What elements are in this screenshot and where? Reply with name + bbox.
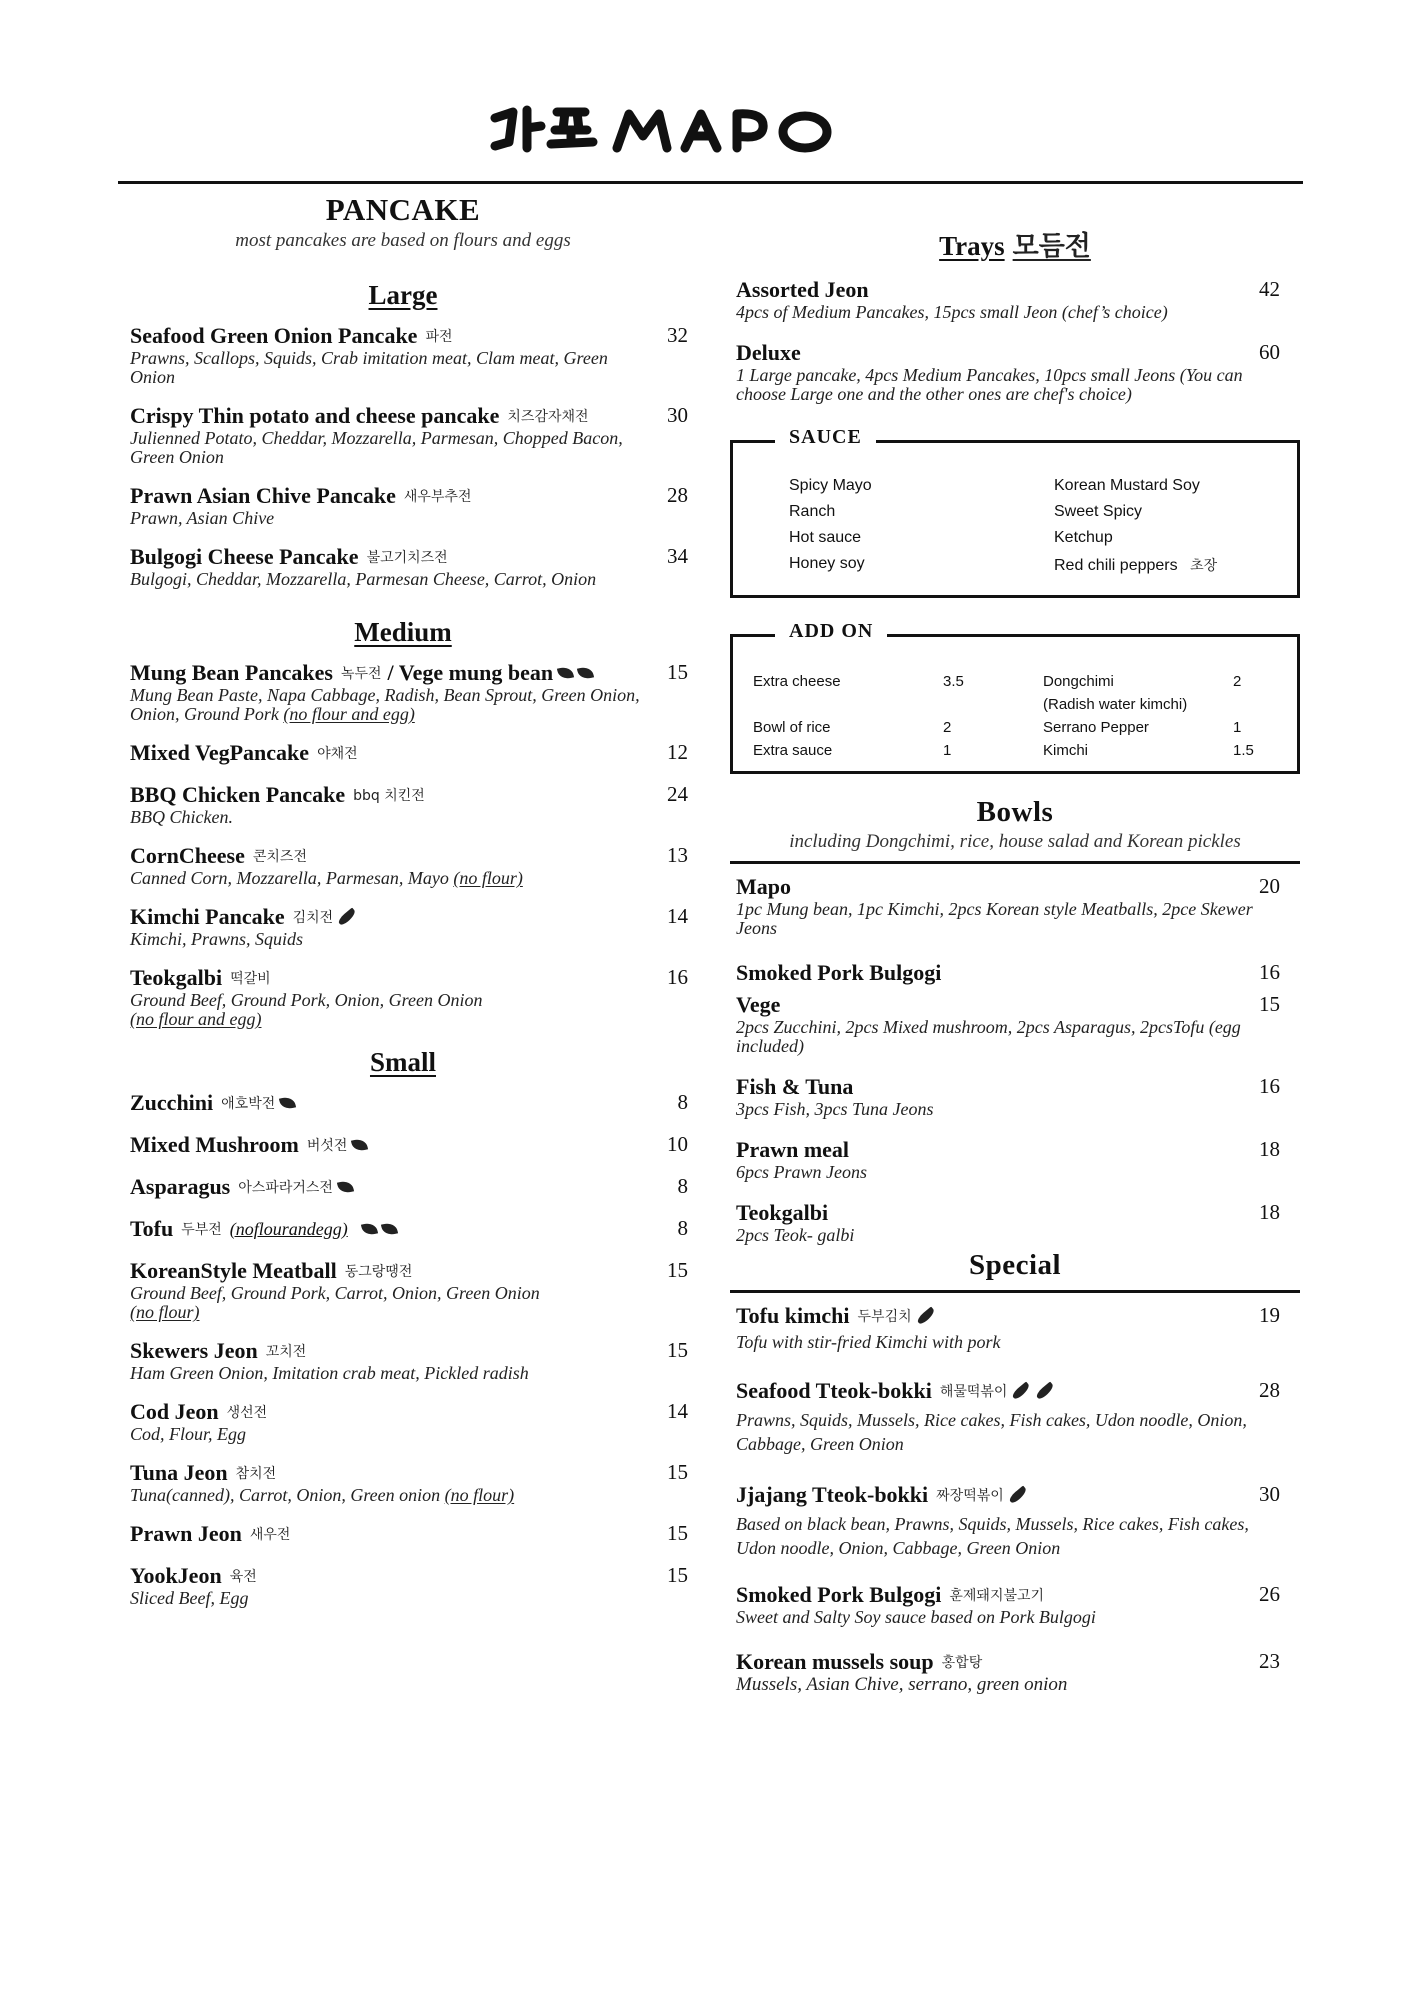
item-price: 20 xyxy=(1259,874,1280,898)
item-price: 60 xyxy=(1259,340,1280,364)
trays-heading: Trays 모듬전 xyxy=(939,231,1091,262)
item-price: 28 xyxy=(1259,1378,1280,1402)
item-price: 14 xyxy=(667,904,688,928)
vegan-leaf-icon xyxy=(361,1222,378,1237)
restaurant-logo xyxy=(0,96,1414,171)
menu-item: Zucchini 애호박전 8 xyxy=(130,1090,688,1115)
item-price: 15 xyxy=(667,660,688,684)
menu-item: Kimchi Pancake 김치전 14 Kimchi, Prawns, Squids xyxy=(130,904,688,949)
special-divider xyxy=(730,1290,1300,1293)
item-price: 30 xyxy=(1259,1482,1280,1506)
vegan-leaf-icon xyxy=(279,1096,296,1111)
spicy-chili-icon xyxy=(1011,1382,1031,1401)
menu-item: Bulgogi Cheese Pancake 불고기치즈전 34 Bulgogi, Cheddar, Mozzarella, Parmesan Cheese, Carrot, Onion xyxy=(130,544,688,589)
sauce-box xyxy=(730,426,1300,598)
item-price: 8 xyxy=(677,1216,688,1240)
item-price: 34 xyxy=(667,544,688,568)
item-price: 26 xyxy=(1259,1582,1280,1606)
sauce-item: Ranch xyxy=(789,503,836,520)
menu-item: Skewers Jeon 꼬치전 15 Ham Green Onion, Imitation crab meat, Pickled radish xyxy=(130,1338,688,1383)
sauce-list xyxy=(789,477,1277,575)
sauce-item: Spicy Mayo xyxy=(789,477,872,494)
sauce-title: SAUCE xyxy=(775,426,876,449)
vegan-leaf-icon xyxy=(337,1180,354,1195)
vegan-leaf-icon xyxy=(577,666,594,681)
item-price: 10 xyxy=(667,1132,688,1156)
menu-item: Tofu 두부전 (noflourandegg) 8 xyxy=(130,1216,688,1241)
vegan-leaf-icon xyxy=(351,1138,368,1153)
item-price: 15 xyxy=(667,1563,688,1587)
item-price: 30 xyxy=(667,403,688,427)
pancake-column xyxy=(118,188,688,1624)
menu-item: BBQ Chicken Pancake bbq 치킨전 24 BBQ Chicken. xyxy=(130,782,688,827)
menu-item: Smoked Pork Bulgogi 16 xyxy=(736,960,1280,985)
menu-item: Smoked Pork Bulgogi 훈제돼지불고기 26 Sweet and Salty Soy sauce based on Pork Bulgogi xyxy=(736,1582,1280,1627)
item-price: 8 xyxy=(677,1174,688,1198)
large-heading: Large xyxy=(368,280,438,310)
menu-item: Assorted Jeon 42 4pcs of Medium Pancakes, 15pcs small Jeon (chef’s choice) xyxy=(736,277,1280,322)
addon-box xyxy=(730,620,1300,774)
item-price: 14 xyxy=(667,1399,688,1423)
menu-item: Tuna Jeon 참치전 15 Tuna(canned), Carrot, Onion, Green onion (no flour) xyxy=(130,1460,688,1505)
bowls-title: Bowls xyxy=(976,796,1054,828)
pancake-title: PANCAKE xyxy=(325,192,481,227)
menu-item: Prawn Asian Chive Pancake 새우부추전 28 Prawn, Asian Chive xyxy=(130,483,688,528)
spicy-chili-icon xyxy=(337,908,357,927)
menu-item: Deluxe 60 1 Large pancake, 4pcs Medium Pancakes, 10pcs small Jeons (You can choose Large one and the other ones are chef's choice) xyxy=(736,340,1280,404)
menu-item: Fish & Tuna 16 3pcs Fish, 3pcs Tuna Jeons xyxy=(736,1074,1280,1119)
item-price: 42 xyxy=(1259,277,1280,301)
spicy-chili-icon xyxy=(1008,1486,1028,1505)
menu-item: Teokgalbi 18 2pcs Teok- galbi xyxy=(736,1200,1280,1245)
item-price: 15 xyxy=(667,1258,688,1282)
vegan-leaf-icon xyxy=(381,1222,398,1237)
item-price: 15 xyxy=(667,1338,688,1362)
menu-item: KoreanStyle Meatball 동그랑땡전 15 Ground Beef, Ground Pork, Carrot, Onion, Green Onion (no flour) xyxy=(130,1258,688,1322)
right-column xyxy=(730,188,1300,1712)
item-price: 19 xyxy=(1259,1303,1280,1327)
menu-item: Vege 15 2pcs Zucchini, 2pcs Mixed mushroom, 2pcs Asparagus, 2pcsTofu (egg included) xyxy=(736,992,1280,1056)
item-price: 16 xyxy=(1259,1074,1280,1098)
addon-list: Extra cheese 3.5 Dongchimi 2 (Radish water kimchi) Bowl of rice 2 Serrano Pepper 1 Extra sauce 1 Kimchi 1.5 xyxy=(753,673,1254,759)
item-price: 18 xyxy=(1259,1200,1280,1224)
menu-item: Prawn Jeon 새우전 15 xyxy=(130,1521,688,1546)
item-price: 8 xyxy=(677,1090,688,1114)
menu-item: Mapo 20 1pc Mung bean, 1pc Kimchi, 2pcs Korean style Meatballs, 2pce Skewer Jeons xyxy=(736,874,1280,938)
spicy-chili-icon xyxy=(915,1307,935,1326)
item-price: 32 xyxy=(667,323,688,347)
item-price: 28 xyxy=(667,483,688,507)
item-price: 16 xyxy=(1259,960,1280,984)
menu-item: Jjajang Tteok-bokki 짜장떡볶이 30 Based on black bean, Prawns, Squids, Mussels, Rice cakes, Fish cakes, Udon noodle, Onion, Cabbage, Green Onion xyxy=(736,1482,1280,1558)
item-price: 23 xyxy=(1259,1649,1280,1673)
small-heading: Small xyxy=(369,1047,436,1077)
menu-item: Mung Bean Pancakes 녹두전 / Vege mung bean 15 Mung Bean Paste, Napa Cabbage, Radish, Bean Sprout, Green Onion, Onion, Ground Pork (no flour and egg) xyxy=(130,660,688,724)
menu-item: Seafood Green Onion Pancake 파전 32 Prawns, Scallops, Squids, Crab imitation meat, Clam meat, Green Onion xyxy=(130,323,688,387)
menu-item: Teokgalbi 떡갈비 16 Ground Beef, Ground Pork, Onion, Green Onion (no flour and egg) xyxy=(130,965,688,1029)
item-price: 12 xyxy=(667,740,688,764)
sauce-item: Ketchup xyxy=(1054,529,1113,546)
vegan-leaf-icon xyxy=(557,666,574,681)
item-price: 13 xyxy=(667,843,688,867)
item-price: 15 xyxy=(667,1521,688,1545)
medium-heading: Medium xyxy=(354,617,452,647)
sauce-item: Red chili peppers 초장 xyxy=(1054,557,1218,574)
item-price: 24 xyxy=(667,782,688,806)
item-price: 18 xyxy=(1259,1137,1280,1161)
sauce-item: Honey soy xyxy=(789,555,865,572)
menu-item: Prawn meal 18 6pcs Prawn Jeons xyxy=(736,1137,1280,1182)
bowls-divider xyxy=(730,861,1300,864)
pancake-subtitle: most pancakes are based on flours and eggs xyxy=(235,230,571,251)
menu-item: Asparagus 아스파라거스전 8 xyxy=(130,1174,688,1199)
sauce-item: Hot sauce xyxy=(789,529,862,546)
bowls-subtitle: including Dongchimi, rice, house salad and Korean pickles xyxy=(789,831,1241,852)
menu-item: Korean mussels soup 홍합탕 23 Mussels, Asian Chive, serrano, green onion xyxy=(736,1649,1280,1695)
item-price: 15 xyxy=(667,1460,688,1484)
spicy-chili-icon xyxy=(1035,1382,1055,1401)
menu-item: Seafood Tteok-bokki 해물떡볶이 28 Prawns, Squids, Mussels, Rice cakes, Fish cakes, Udon noodle, Onion, Cabbage, Green Onion xyxy=(736,1378,1280,1454)
menu-item: Mixed VegPancake 야채전 12 xyxy=(130,740,688,765)
menu-item: Crispy Thin potato and cheese pancake 치즈감자채전 30 Julienned Potato, Cheddar, Mozzarella, Parmesan, Chopped Bacon, Green Onion xyxy=(130,403,688,467)
sauce-item: Korean Mustard Soy xyxy=(1054,477,1200,494)
menu-item: Mixed Mushroom 버섯전 10 xyxy=(130,1132,688,1157)
mapo-logo-icon xyxy=(487,96,927,166)
menu-item: YookJeon 육전 15 Sliced Beef, Egg xyxy=(130,1563,688,1608)
item-price: 16 xyxy=(667,965,688,989)
sauce-item: Sweet Spicy xyxy=(1054,503,1143,520)
menu-item: Cod Jeon 생선전 14 Cod, Flour, Egg xyxy=(130,1399,688,1444)
header-divider xyxy=(118,181,1303,184)
menu-item: Tofu kimchi 두부김치 19 Tofu with stir-fried Kimchi with pork xyxy=(736,1303,1280,1352)
menu-item: CornCheese 콘치즈전 13 Canned Corn, Mozzarella, Parmesan, Mayo (no flour) xyxy=(130,843,688,888)
special-title: Special xyxy=(968,1249,1062,1281)
item-price: 15 xyxy=(1259,992,1280,1016)
addon-title: ADD ON xyxy=(775,620,887,643)
